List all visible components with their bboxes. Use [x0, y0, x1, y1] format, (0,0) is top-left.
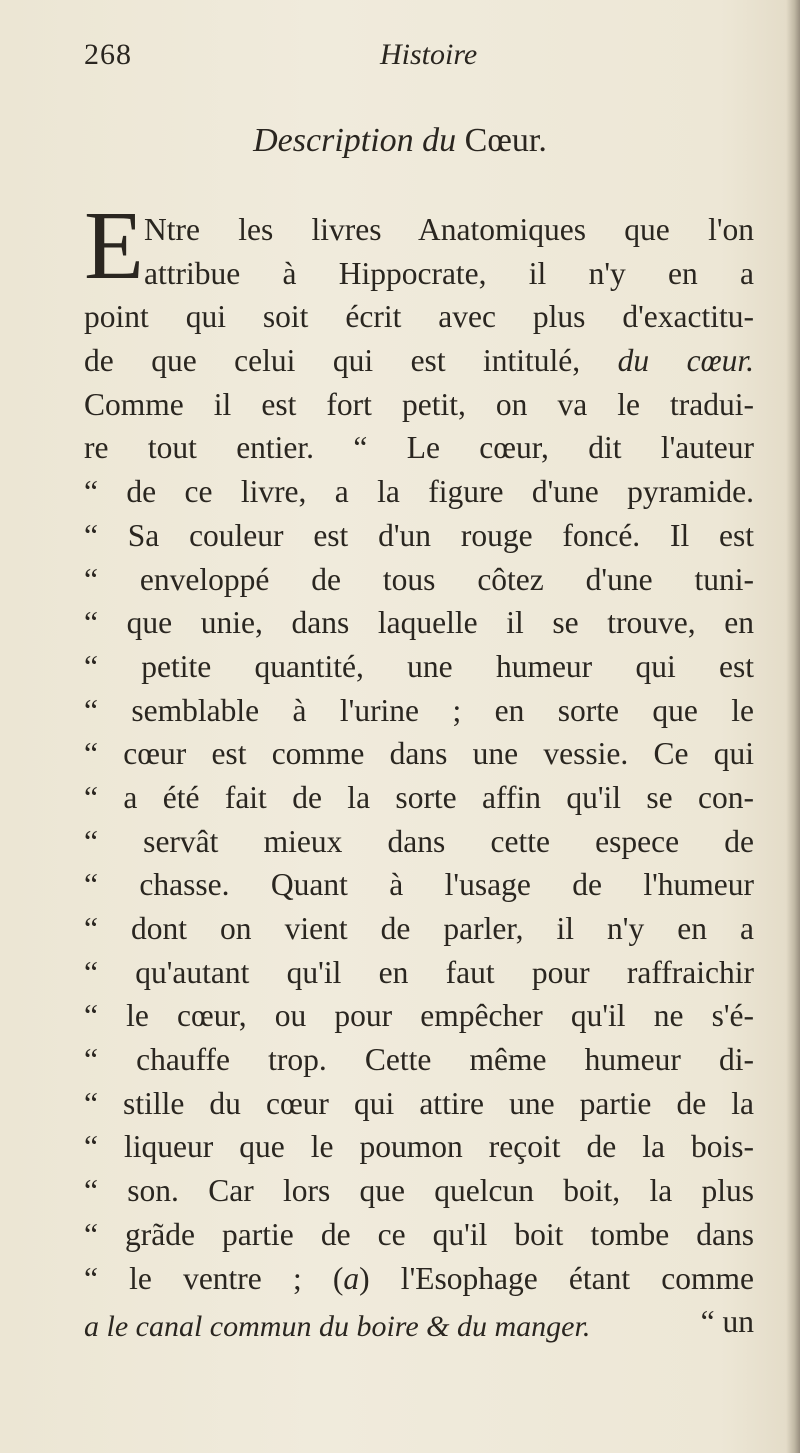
- text-line-roman: “ dont on vient de parler, il n'y en a: [84, 911, 754, 946]
- text-line: [84, 470, 754, 514]
- text-line: [84, 1257, 754, 1301]
- text-line-roman: “ semblable à l'urine ; en sorte que le: [84, 692, 754, 728]
- section-title-roman: Cœur.: [464, 122, 547, 159]
- text-line: [84, 994, 754, 1038]
- text-line-roman: point qui soit écrit avec plus d'exactitu-: [84, 299, 754, 335]
- text-line: [84, 951, 754, 995]
- footnote-text: le canal commun du boire & du manger.: [106, 1310, 591, 1343]
- body-text: [84, 208, 754, 1344]
- text-line-roman: de que celui qui est intitulé,: [84, 343, 618, 379]
- footnote: [84, 1310, 590, 1344]
- text-line-roman: “ qu'autant qu'il en faut pour raffraichir: [84, 954, 754, 990]
- text-line: [84, 383, 754, 427]
- text-line: [84, 1082, 754, 1126]
- text-line-roman: attribue à Hippocrate, il n'y en a: [144, 255, 754, 291]
- page-edge-shadow: [786, 0, 800, 1453]
- text-line: [84, 1038, 754, 1082]
- text-line-roman: “ petite quantité, une humeur qui est: [84, 648, 754, 684]
- text-line: [84, 514, 754, 558]
- text-line-roman: “ que unie, dans laquelle il se trouve, en: [84, 605, 754, 641]
- text-line: [84, 252, 754, 296]
- footnote-marker: a: [84, 1310, 99, 1343]
- text-line: [84, 1213, 754, 1257]
- text-line: [84, 645, 754, 689]
- text-line-roman: “ le cœur, ou pour empêcher qu'il ne s'é-: [84, 998, 754, 1034]
- text-line: [84, 426, 754, 470]
- text-line-roman: “ chasse. Quant à l'usage de l'humeur: [84, 867, 754, 903]
- text-line-roman: “ liqueur que le poumon reçoit de la bois-: [84, 1129, 754, 1165]
- text-line: [84, 558, 754, 602]
- text-line: [84, 732, 754, 776]
- text-line-roman: “ de ce livre, a la figure d'une pyramide.: [84, 474, 754, 510]
- text-line: [84, 820, 754, 864]
- text-line-roman: “ stille du cœur qui attire une partie de la: [84, 1085, 754, 1121]
- section-title: [0, 122, 800, 160]
- text-line-roman: “ un: [700, 1304, 754, 1340]
- text-line: [84, 339, 754, 383]
- text-line-roman: “ son. Car lors que quelcun boit, la plus: [84, 1173, 754, 1209]
- text-line: [84, 1169, 754, 1213]
- text-line-roman: re tout entier. “ Le cœur, dit l'auteur: [84, 430, 754, 466]
- text-line-roman: “ enveloppé de tous côtez d'une tuni-: [84, 561, 754, 597]
- text-line-roman: Comme il est fort petit, on va le tradui-: [84, 386, 754, 422]
- text-line-roman: “ le ventre ; (: [84, 1260, 344, 1296]
- drop-cap: E: [84, 192, 144, 300]
- text-line-roman: “ grãde partie de ce qu'il boit tombe dans: [84, 1216, 754, 1252]
- text-line: [84, 907, 754, 951]
- text-line-roman: “ chauffe trop. Cette même humeur di-: [84, 1042, 754, 1078]
- text-line-roman-after: ) l'Esophage étant comme: [359, 1260, 754, 1296]
- running-head: Histoire: [380, 38, 478, 71]
- text-line: [84, 1125, 754, 1169]
- text-line: [84, 689, 754, 733]
- text-line: [84, 295, 754, 339]
- section-title-italic: Description du: [253, 122, 457, 159]
- text-line: [84, 208, 754, 252]
- text-line: [84, 863, 754, 907]
- text-line-roman: “ servât mieux dans cette espece de: [84, 823, 754, 859]
- text-line-roman: “ a été fait de la sorte affin qu'il se con-: [84, 779, 754, 815]
- text-line-italic: a: [343, 1260, 360, 1296]
- text-line-roman: Ntre les livres Anatomiques que l'on: [144, 212, 754, 247]
- page-number: 268: [84, 38, 132, 71]
- page-header: [84, 38, 716, 88]
- text-line: [84, 601, 754, 645]
- text-line: [84, 776, 754, 820]
- text-line-italic: du cœur.: [617, 343, 754, 379]
- text-line-roman: “ Sa couleur est d'un rouge foncé. Il est: [84, 517, 754, 553]
- text-line-roman: “ cœur est comme dans une vessie. Ce qui: [84, 736, 754, 772]
